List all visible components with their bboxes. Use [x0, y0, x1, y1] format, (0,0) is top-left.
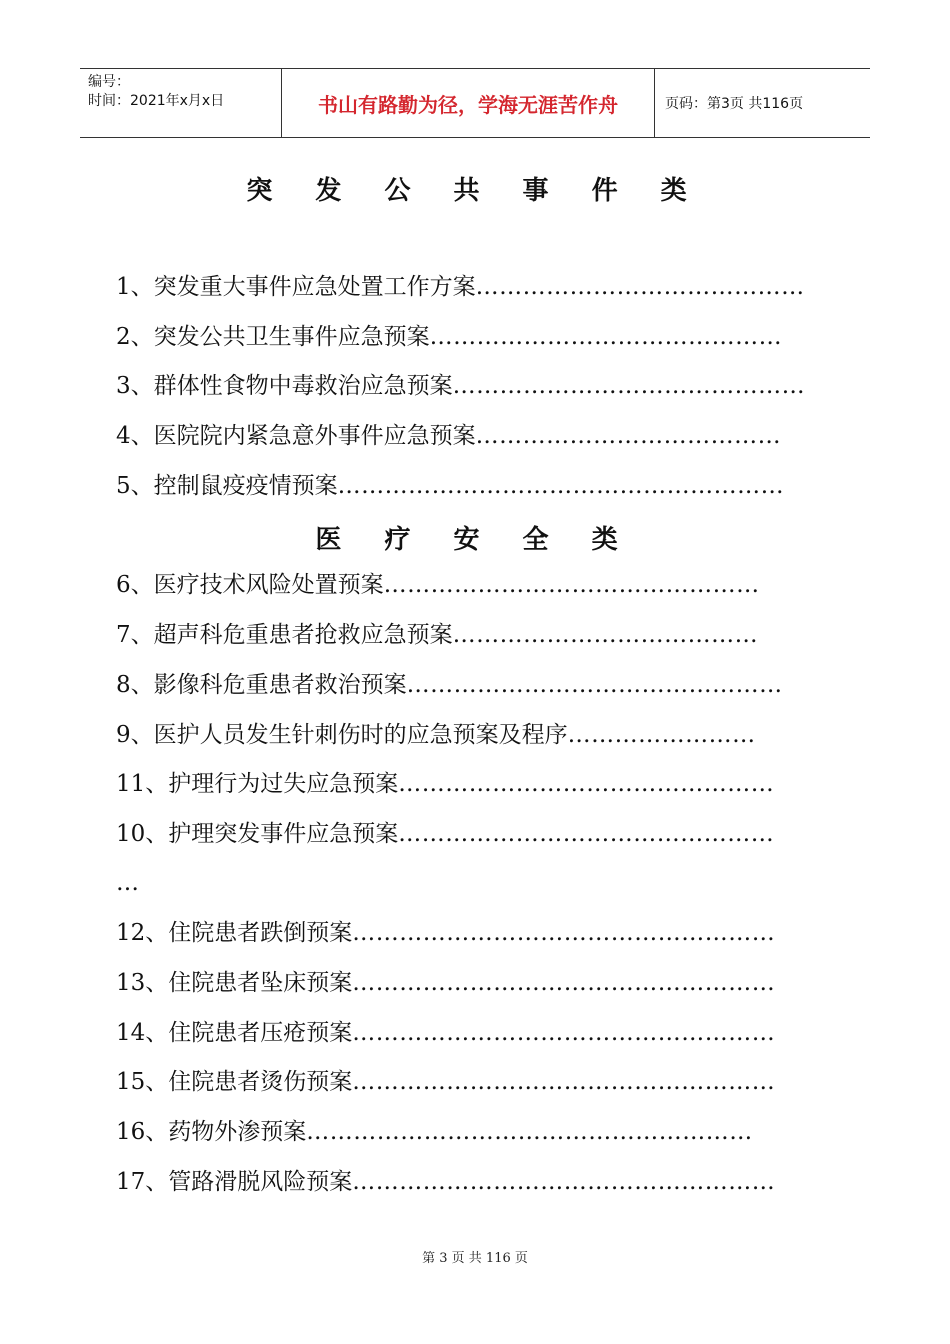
- toc-item-leader: ………………………………………………: [352, 1069, 776, 1095]
- toc-item[interactable]: [116, 570, 760, 600]
- toc-item-text: 12、住院患者跌倒预案: [116, 920, 353, 946]
- toc-item-leader: …………………………………………………: [337, 473, 785, 499]
- header-slogan: 书山有路勤为径，学海无涯苦作舟: [282, 69, 655, 137]
- time-label: 时间：2021年x月x日: [88, 93, 225, 109]
- toc-item-text: 14、住院患者压疮预案: [116, 1020, 353, 1046]
- toc-item[interactable]: [116, 918, 775, 948]
- toc-item-text: 17、管路滑脱风险预案: [116, 1169, 353, 1195]
- toc-item-text: 15、住院患者烫伤预案: [116, 1069, 353, 1095]
- toc-item-leader: …………………………………: [452, 622, 759, 648]
- toc-item[interactable]: [116, 769, 774, 799]
- toc-item-leader: …………………………………………: [398, 771, 775, 797]
- toc-item-leader: …………………………………: [475, 423, 782, 449]
- toc-item[interactable]: [116, 1167, 775, 1197]
- toc-item-text: 13、住院患者坠床预案: [116, 970, 353, 996]
- toc-item[interactable]: [116, 421, 781, 451]
- header-page-info: 页码：第3页 共116页: [665, 96, 804, 112]
- document-header: [80, 68, 870, 138]
- toc-item-leader: ……………………: [567, 722, 756, 748]
- toc-item-leader: …………………………………………………: [306, 1119, 753, 1145]
- toc-item[interactable]: [116, 1117, 753, 1147]
- toc-item[interactable]: [116, 968, 775, 998]
- toc-item-text: 11、护理行为过失应急预案: [116, 771, 399, 797]
- toc-item-leader: …………………………………………: [383, 572, 760, 598]
- toc-item-text: 10、护理突发事件应急预案: [116, 821, 399, 847]
- toc-item[interactable]: [116, 371, 805, 401]
- page-footer: 第 3 页 共 116 页: [422, 1251, 528, 1266]
- toc-item-continuation: [116, 868, 139, 898]
- toc-item-leader: ………………………………………………: [352, 970, 776, 996]
- toc-item[interactable]: [116, 1018, 775, 1048]
- toc-item[interactable]: [116, 620, 758, 650]
- toc-item[interactable]: [116, 322, 782, 352]
- toc-item-leader: ………………………………………………: [352, 920, 776, 946]
- toc-item-leader: …………………………………………: [406, 672, 783, 698]
- toc-item-text: …: [116, 870, 139, 896]
- toc-item-leader: ………………………………………: [452, 373, 806, 399]
- toc-item-text: 4、医院院内紧急意外事件应急预案: [116, 423, 476, 449]
- toc-item-text: 9、医护人员发生针刺伤时的应急预案及程序: [116, 722, 568, 748]
- section-title-medical-safety: 医 疗 安 全 类: [315, 525, 635, 555]
- header-meta: [80, 69, 282, 137]
- toc-item[interactable]: [116, 1067, 775, 1097]
- number-label: 编号：: [88, 74, 130, 90]
- toc-item[interactable]: [116, 720, 756, 750]
- toc-item-text: 6、医疗技术风险处置预案: [116, 572, 384, 598]
- toc-item-leader: ………………………………………: [429, 324, 783, 350]
- toc-item[interactable]: [116, 670, 783, 700]
- toc-item-text: 2、突发公共卫生事件应急预案: [116, 324, 430, 350]
- toc-item-leader: …………………………………………: [398, 821, 775, 847]
- toc-item-text: 1、突发重大事件应急处置工作方案: [116, 274, 476, 300]
- toc-item[interactable]: [116, 819, 774, 849]
- toc-item-text: 3、群体性食物中毒救治应急预案: [116, 373, 453, 399]
- toc-item-text: 5、控制鼠疫疫情预案: [116, 473, 338, 499]
- toc-item[interactable]: [116, 471, 784, 501]
- section-title-public-events: 突 发 公 共 事 件 类: [246, 176, 704, 206]
- toc-item-leader: ………………………………………………: [352, 1169, 776, 1195]
- toc-item-leader: ………………………………………………: [352, 1020, 776, 1046]
- toc-item-text: 8、影像科危重患者救治预案: [116, 672, 407, 698]
- toc-item[interactable]: [116, 272, 805, 302]
- toc-item-leader: ……………………………………: [475, 274, 805, 300]
- toc-item-text: 7、超声科危重患者抢救应急预案: [116, 622, 453, 648]
- toc-item-text: 16、药物外渗预案: [116, 1119, 307, 1145]
